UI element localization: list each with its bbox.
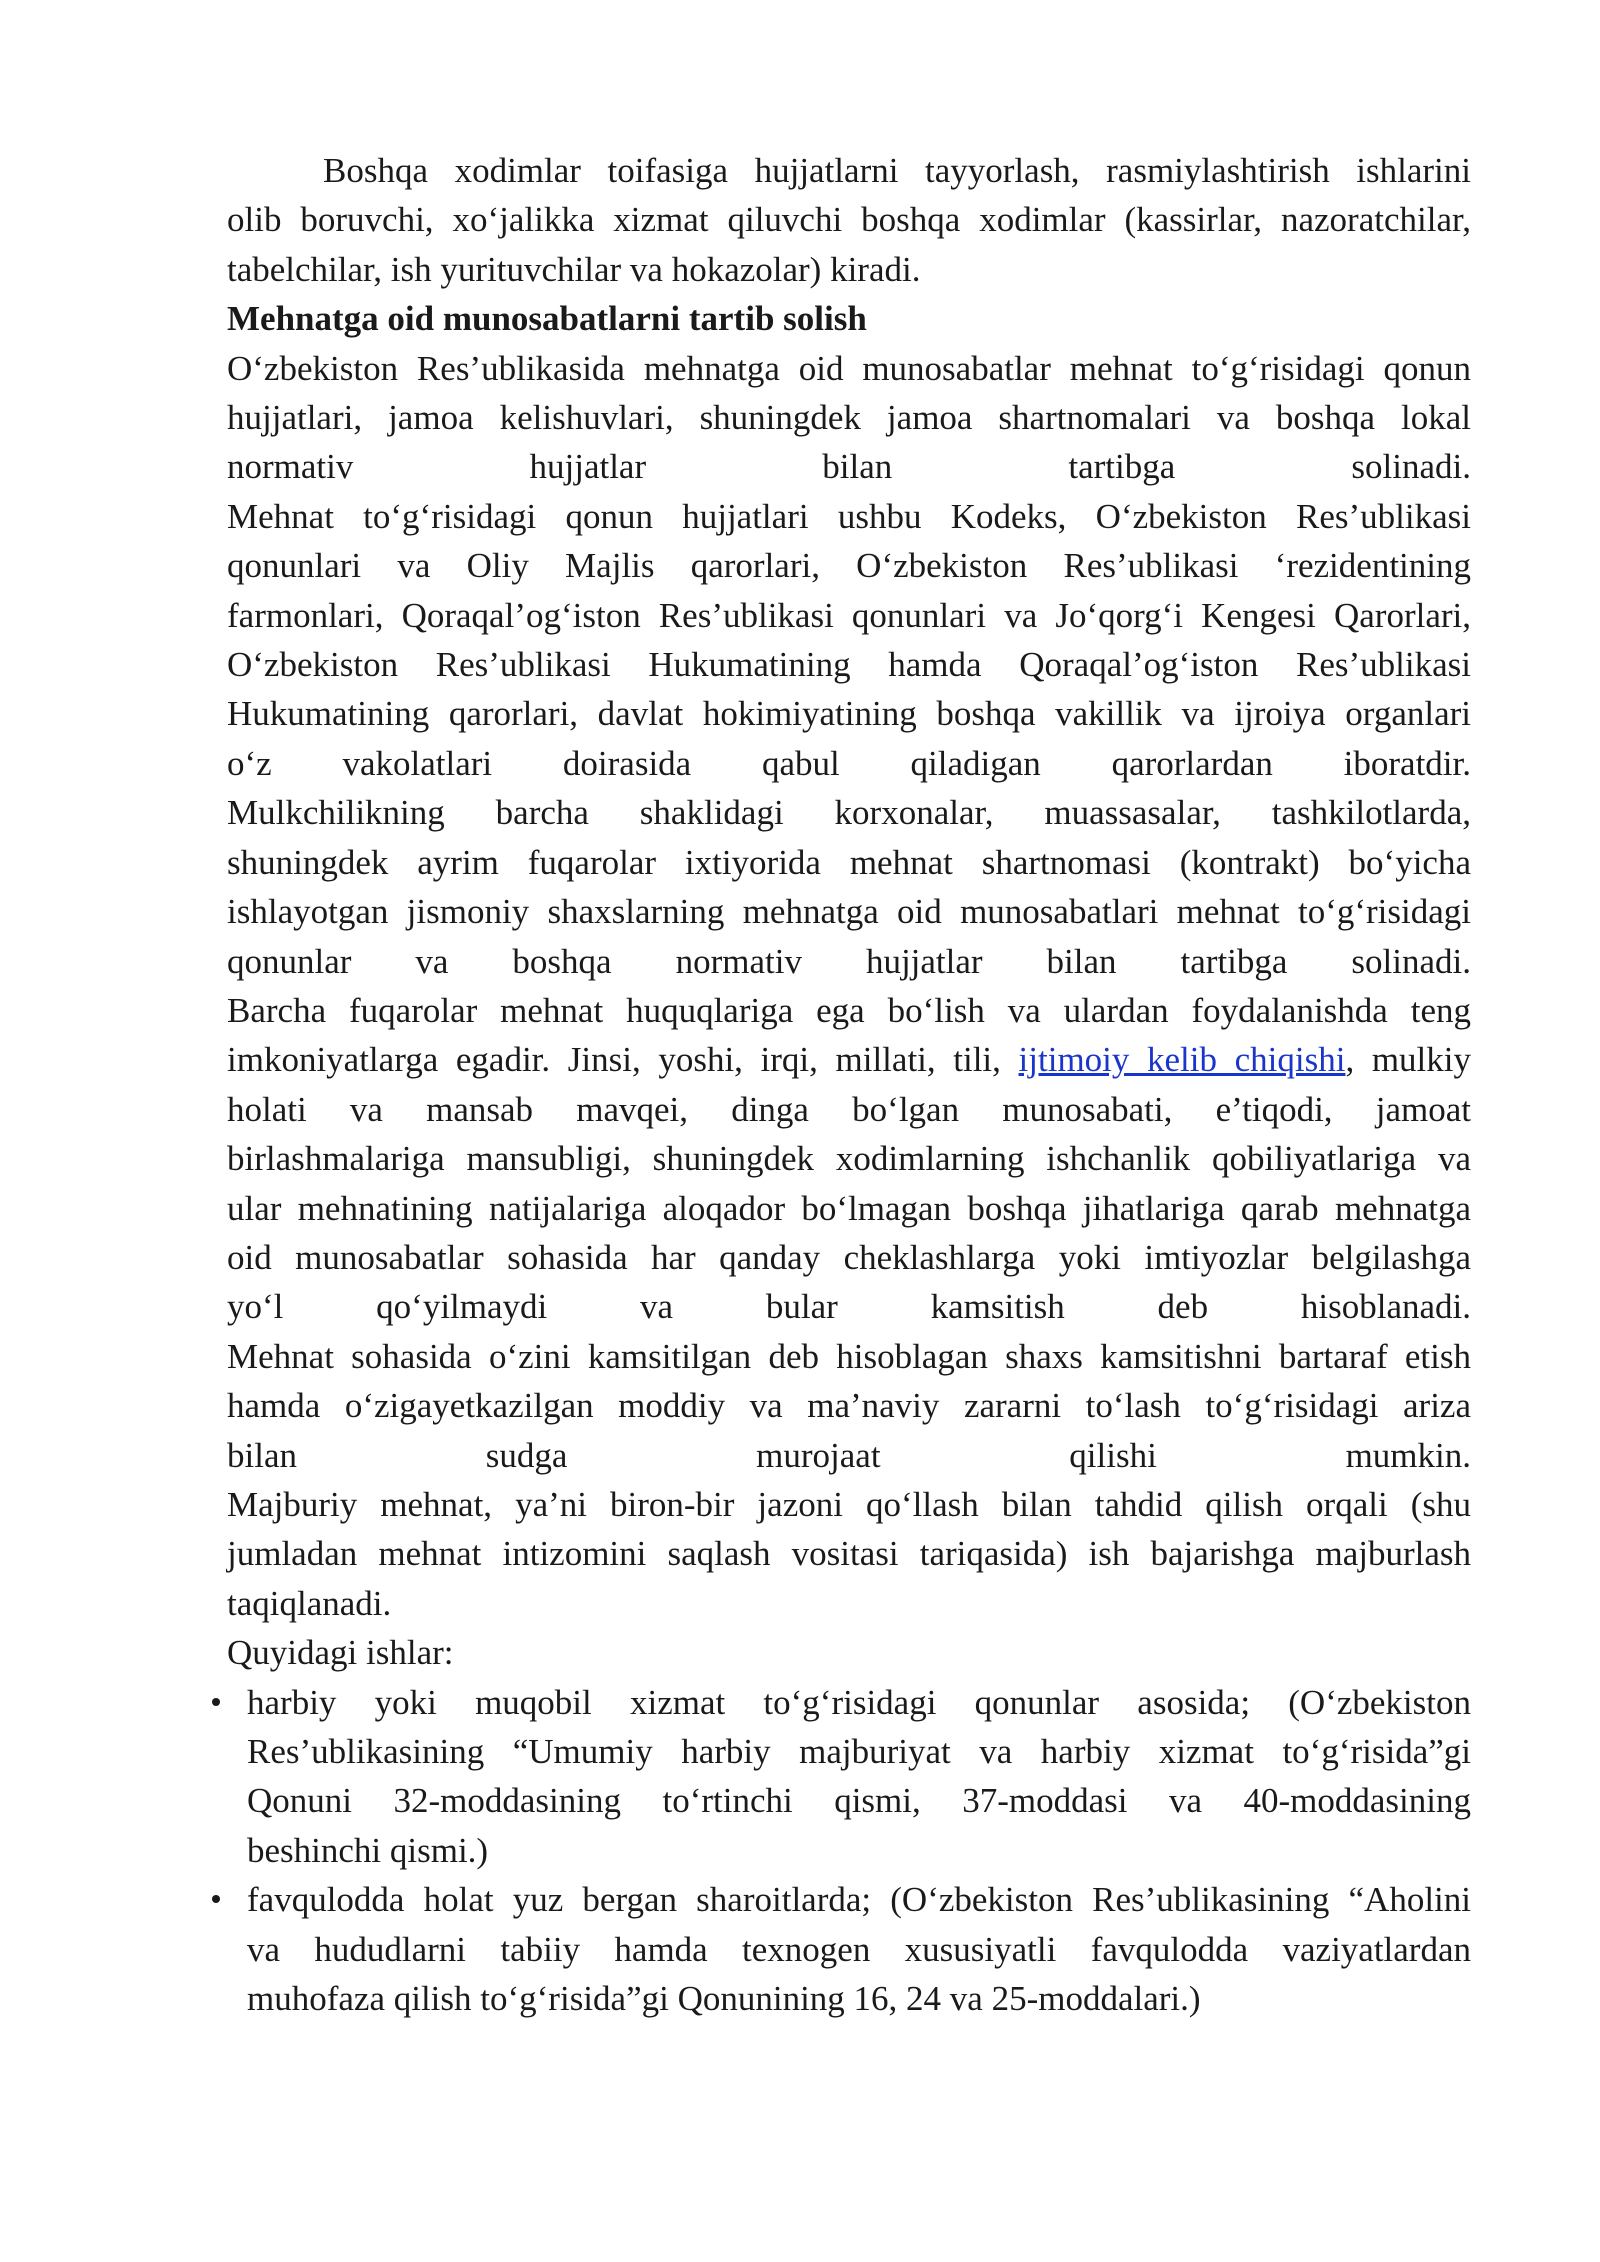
text-line: Res’ublikasining “Umumiy harbiy majburiyat va harbiy xizmat to‘g‘risida”gi bbox=[247, 1732, 1471, 1771]
text-line: Barcha fuqarolar mehnat huquqlariga ega bo‘lish va ulardan foydalanishda teng bbox=[227, 990, 1471, 1030]
ijtimoiy-kelib-chiqishi-link[interactable]: ijtimoiy kelib chiqishi bbox=[1018, 1040, 1346, 1080]
body-paragraphs bbox=[227, 344, 1471, 1678]
intro-paragraph bbox=[227, 146, 1471, 294]
text-line: bilan sudga murojaat qilishi mumkin. bbox=[227, 1435, 1471, 1475]
list-item bbox=[227, 1875, 1471, 2023]
text-line: Mulkchilikning barcha shaklidagi korxonalar, muassasalar, tashkilotlarda, bbox=[227, 793, 1471, 833]
text-line: Hukumatining qarorlari, davlat hokimiyatining boshqa vakillik va ijroiya organlari bbox=[227, 694, 1471, 734]
text-line: holati va mansab mavqei, dinga bo‘lgan munosabati, e’tiqodi, jamoat bbox=[227, 1089, 1471, 1129]
text-line: beshinchi qismi.) bbox=[247, 1830, 489, 1870]
text-line: shuningdek ayrim fuqarolar ixtiyorida mehnat shartnomasi (kontrakt) bo‘yicha bbox=[227, 842, 1471, 882]
text-line: Quyidagi ishlar: bbox=[227, 1633, 454, 1673]
text-line: Mehnat sohasida o‘zini kamsitilgan deb hisoblagan shaxs kamsitishni bartaraf etish bbox=[227, 1336, 1471, 1376]
bullet-list bbox=[227, 1678, 1471, 2024]
text-line: favqulodda holat yuz bergan sharoitlarda; (O‘zbekiston Res’ublikasining “Aholini bbox=[247, 1880, 1471, 1920]
text-line: qonunlari va Oliy Majlis qarorlari, O‘zbekiston Res’ublikasi ‘rezidentining bbox=[227, 546, 1471, 586]
text-line: Mehnat to‘g‘risidagi qonun hujjatlari ushbu Kodeks, O‘zbekiston Res’ublikasi bbox=[227, 496, 1471, 536]
text-line: yo‘l qo‘yilmaydi va bular kamsitish deb hisoblanadi. bbox=[227, 1287, 1471, 1327]
text-line: muhofaza qilish to‘g‘risida”gi Qonunining 16, 24 va 25-moddalari.) bbox=[247, 1979, 1201, 2019]
text-line: o‘z vakolatlari doirasida qabul qiladigan qarorlardan iboratdir. bbox=[227, 743, 1471, 783]
text-line: ular mehnatining natijalariga aloqador bo‘lmagan boshqa jihatlariga qarab mehnatga bbox=[227, 1188, 1471, 1228]
bullet-icon bbox=[212, 1895, 220, 1903]
text-line: taqiqlanadi. bbox=[227, 1583, 392, 1623]
text-line: va hududlarni tabiiy hamda texnogen xususiyatli favqulodda vaziyatlardan bbox=[247, 1929, 1471, 1969]
text-line: normativ hujjatlar bilan tartibga solinadi. bbox=[227, 447, 1471, 487]
text-line: O‘zbekiston Res’ublikasi Hukumatining hamda Qoraqal’og‘iston Res’ublikasi bbox=[227, 645, 1471, 685]
text-line: O‘zbekiston Res’ublikasida mehnatga oid munosabatlar mehnat to‘g‘risidagi qonun bbox=[227, 348, 1471, 388]
text-line: oid munosabatlar sohasida har qanday cheklashlarga yoki imtiyozlar belgilashga bbox=[227, 1237, 1471, 1277]
text-line: hamda o‘zigayetkazilgan moddiy va ma’naviy zararni to‘lash to‘g‘risidagi ariza bbox=[227, 1386, 1471, 1426]
list-item bbox=[227, 1678, 1471, 1876]
text-line: olib boruvchi, xo‘jalikka xizmat qiluvchi boshqa xodimlar (kassirlar, nazoratchilar, bbox=[227, 200, 1471, 240]
link-line-after: , mulkiy bbox=[1345, 1040, 1471, 1080]
text-line: Qonuni 32-moddasining to‘rtinchi qismi, 37-moddasi va 40-moddasining bbox=[247, 1781, 1471, 1821]
link-line-before: imkoniyatlarga egadir. Jinsi, yoshi, irqi, millati, tili, bbox=[227, 1040, 1019, 1080]
text-line: tabelchilar, ish yurituvchilar va hokazolar) kiradi. bbox=[227, 249, 921, 289]
text-line: birlashmalariga mansubligi, shuningdek xodimlarning ishchanlik qobiliyatlariga va bbox=[227, 1139, 1471, 1179]
section-heading: Mehnatga oid munosabatlarni tartib solish bbox=[227, 299, 867, 339]
text-line: Majburiy mehnat, ya’ni biron-bir jazoni qo‘llash bilan tahdid qilish orqali (shu bbox=[227, 1484, 1471, 1524]
text-line: Boshqa xodimlar toifasiga hujjatlarni tayyorlash, rasmiylashtirish ishlarini bbox=[323, 151, 1471, 190]
text-line: qonunlar va boshqa normativ hujjatlar bilan tartibga solinadi. bbox=[227, 941, 1471, 981]
document-body bbox=[227, 146, 1471, 2023]
text-line: hujjatlari, jamoa kelishuvlari, shuningdek jamoa shartnomalari va boshqa lokal bbox=[227, 398, 1471, 438]
text-line: jumladan mehnat intizomini saqlash vositasi tariqasida) ish bajarishga majburlash bbox=[227, 1534, 1471, 1574]
text-line-with-link bbox=[227, 1035, 1471, 1084]
text-line: ishlayotgan jismoniy shaxslarning mehnatga oid munosabatlari mehnat to‘g‘risidagi bbox=[227, 892, 1471, 932]
bullet-icon bbox=[212, 1698, 220, 1706]
text-line: farmonlari, Qoraqal’og‘iston Res’ublikasi qonunlari va Jo‘qorg‘i Kengesi Qarorlari, bbox=[227, 595, 1471, 635]
text-line: harbiy yoki muqobil xizmat to‘g‘risidagi qonunlar asosida; (O‘zbekiston bbox=[247, 1682, 1471, 1722]
